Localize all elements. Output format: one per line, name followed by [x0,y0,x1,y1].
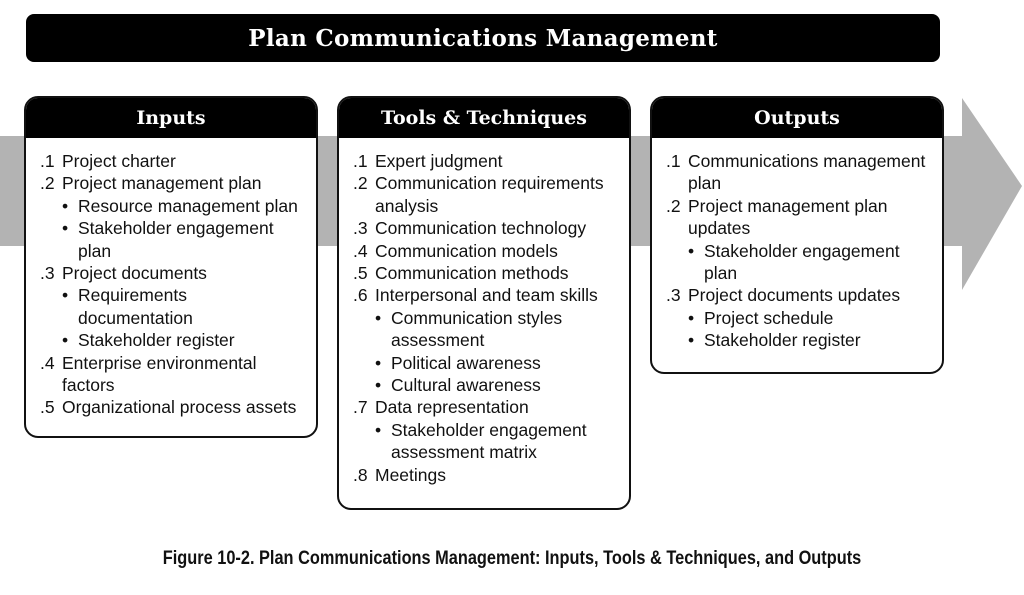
sub-item [666,262,934,284]
item-number: .1 [40,151,55,171]
list-item [666,284,934,306]
item-number: .6 [353,285,368,306]
sub-item [40,217,308,239]
bullet-icon: • [375,419,382,440]
item-number: .3 [666,285,681,306]
item-text: Project charter [62,151,176,171]
inputs-list [26,138,316,429]
sub-item [353,374,621,396]
sub-item-text: plan [704,263,738,284]
item-number: .4 [353,240,368,261]
list-item [40,352,308,374]
sub-item [40,284,308,306]
bullet-icon: • [62,218,69,239]
list-item [40,262,308,284]
list-item [40,172,308,194]
sub-item-text: assessment [391,330,485,351]
list-item [353,464,621,486]
item-number [666,217,688,239]
sub-item [666,240,934,262]
item-number: .4 [40,352,55,373]
list-item [353,284,621,306]
sub-item-text: plan [78,240,112,261]
list-item [40,396,308,418]
item-number [353,195,375,217]
item-text: Project management plan [688,195,888,216]
item-text: factors [62,375,115,396]
list-item [666,150,934,172]
tools-heading: Tools & Techniques [381,107,587,129]
item-number: .3 [353,218,368,239]
sub-item-text: Stakeholder engagement [704,240,900,261]
item-text: Data representation [375,397,529,418]
list-item [353,195,621,217]
bullet-icon [375,441,391,463]
outputs-list [652,138,942,362]
inputs-heading: Inputs [136,107,206,129]
bullet-icon: • [62,285,69,306]
item-text: Enterprise environmental [62,352,257,373]
item-text: analysis [375,195,439,216]
list-item [666,172,934,194]
item-text: Communication requirements [375,173,604,194]
list-item [666,217,934,239]
item-text: Meetings [375,464,447,485]
list-item [353,150,621,172]
sub-item [353,441,621,463]
tools-header [339,98,629,138]
inputs-header [26,98,316,138]
outputs-heading: Outputs [754,107,840,129]
list-item [353,262,621,284]
sub-item-text: Resource management plan [78,195,298,216]
figure-caption: Figure 10-2. Plan Communications Management: Inputs, Tools & Techniques, and Outputs [162,548,862,569]
outputs-header [652,98,942,138]
item-text: Communication technology [375,218,587,239]
sub-item-text: Project schedule [704,307,834,328]
item-text: Project documents [62,263,207,284]
item-number [666,172,688,194]
item-text: Communication methods [375,263,569,284]
item-text: Project management plan [62,173,262,194]
item-number: .5 [40,397,55,418]
sub-item-text: Stakeholder engagement [78,218,274,239]
item-text: plan [688,173,722,194]
sub-item-text: Stakeholder register [78,330,235,351]
list-item [353,396,621,418]
bullet-icon: • [62,330,69,351]
item-number: .8 [353,464,368,485]
item-text: Communication models [375,240,558,261]
inputs-box [24,96,318,438]
sub-item [353,307,621,329]
item-text: Expert judgment [375,151,503,171]
bullet-icon [62,307,78,329]
sub-item-text: Stakeholder engagement [391,419,587,440]
diagram-title: Plan Communications Management [248,24,718,52]
item-text: Project documents updates [688,285,901,306]
item-text: Organizational process assets [62,397,297,418]
bullet-icon: • [375,375,382,396]
sub-item-text: documentation [78,307,193,328]
bullet-icon [688,262,704,284]
sub-item-text: Stakeholder register [704,330,861,351]
item-number: .1 [666,151,681,171]
sub-item-text: Cultural awareness [391,375,541,396]
item-number: .3 [40,263,55,284]
sub-item-text: Political awareness [391,352,541,373]
item-text: Interpersonal and team skills [375,285,598,306]
sub-item [40,240,308,262]
outputs-box [650,96,944,374]
list-item [40,374,308,396]
sub-item-text: Communication styles [391,307,563,328]
sub-item [666,307,934,329]
list-item [353,217,621,239]
item-text: Communications management [688,151,926,171]
item-number: .2 [353,173,368,194]
tools-list [339,138,629,496]
bullet-icon: • [375,307,382,328]
sub-item [666,329,934,351]
sub-item-text: assessment matrix [391,442,537,463]
item-text: updates [688,218,751,239]
bullet-icon [375,329,391,351]
item-number: .1 [353,151,368,171]
bullet-icon [62,240,78,262]
item-number: .2 [666,195,681,216]
title-bar [26,14,940,62]
bullet-icon: • [688,240,695,261]
sub-item-text: Requirements [78,285,187,306]
item-number: .7 [353,397,368,418]
bullet-icon: • [375,352,382,373]
sub-item [353,329,621,351]
sub-item [40,307,308,329]
list-item [353,240,621,262]
item-number: .2 [40,173,55,194]
bullet-icon: • [688,330,695,351]
item-number: .5 [353,263,368,284]
item-number [40,374,62,396]
sub-item [40,329,308,351]
list-item [353,172,621,194]
bullet-icon: • [62,195,69,216]
tools-box [337,96,631,510]
list-item [666,195,934,217]
list-item [40,150,308,172]
bullet-icon: • [688,307,695,328]
sub-item [353,419,621,441]
sub-item [353,352,621,374]
sub-item [40,195,308,217]
